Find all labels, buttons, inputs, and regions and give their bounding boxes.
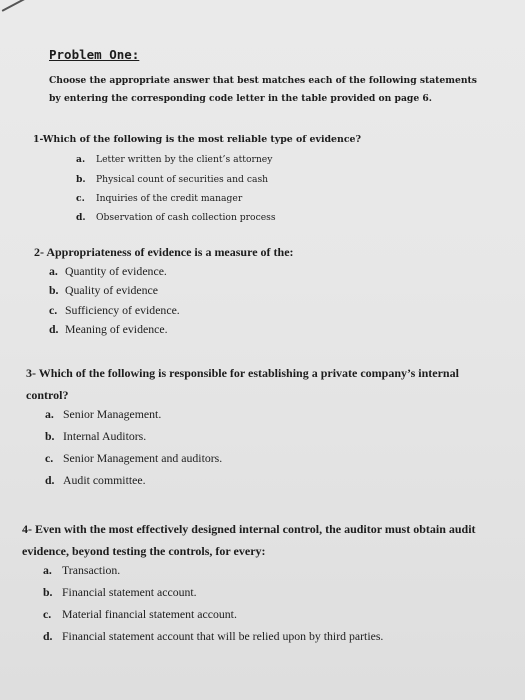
option-4a: a. Transaction. [43, 563, 121, 577]
option-2c: c. Sufficiency of evidence. [49, 303, 180, 317]
option-1d: d. Observation of cash collection process [76, 212, 276, 223]
option-3a: a. Senior Management. [45, 407, 162, 421]
instructions: Choose the appropriate answer that best matches each of the following statements by entering the corresponding code letter in the table provided on page 6. [49, 75, 477, 104]
question-2: 2- Appropriateness of evidence is a measure of the: [34, 245, 294, 259]
option-3c: c. Senior Management and auditors. [45, 451, 223, 465]
option-3b: b. Internal Auditors. [45, 429, 147, 443]
option-4d: d. Financial statement account that will be relied upon by third parties. [43, 629, 384, 643]
option-4c: c. Material financial statement account. [43, 607, 237, 621]
option-3d: d. Audit committee. [45, 473, 146, 487]
question-4: 4- Even with the most effectively designed internal control, the auditor must obtain audit evidence, beyond testing the controls, for every: [22, 522, 476, 558]
page-title: Problem One: [49, 47, 140, 62]
option-2d: d. Meaning of evidence. [49, 322, 168, 336]
option-1c: c. Inquiries of the credit manager [76, 193, 243, 204]
question-1: 1-Which of the following is the most reliable type of evidence? [33, 134, 362, 145]
option-4b: b. Financial statement account. [43, 585, 197, 599]
pen-mark [2, 0, 26, 12]
option-1a: a. Letter written by the client’s attorney [76, 154, 273, 165]
option-2b: b. Quality of evidence [49, 283, 159, 297]
option-2a: a. Quantity of evidence. [49, 264, 167, 278]
option-1b: b. Physical count of securities and cash [76, 174, 269, 185]
question-3: 3- Which of the following is responsible for establishing a private company’s internal control? [26, 366, 459, 402]
